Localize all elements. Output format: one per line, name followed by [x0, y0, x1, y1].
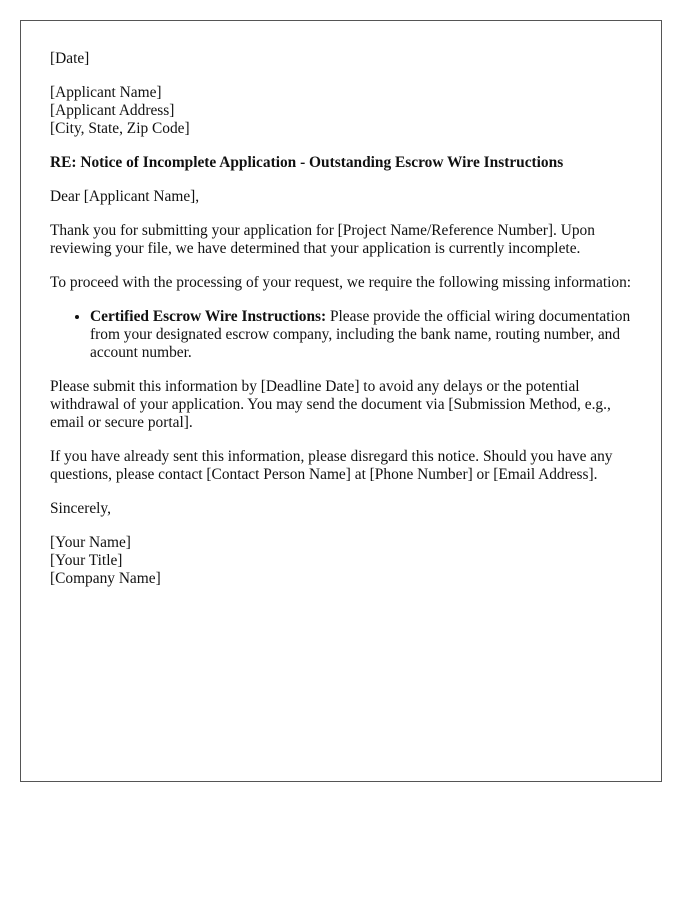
body-paragraph-2: To proceed with the processing of your request, we require the following missing information:: [50, 274, 632, 291]
recipient-address: [Applicant Address]: [50, 102, 175, 119]
missing-item-text: Please provide the official wiring documentation from your designated escrow company, including the bank name, routing number, and account number.: [90, 308, 631, 361]
signature-company: [Company Name]: [50, 570, 161, 587]
recipient-block: [50, 84, 640, 138]
subject-line: RE: Notice of Incomplete Application - Outstanding Escrow Wire Instructions: [50, 154, 564, 171]
signature-name: [Your Name]: [50, 534, 131, 551]
missing-item-title: Certified Escrow Wire Instructions:: [90, 308, 327, 325]
letter-content: [50, 50, 640, 604]
letter-date: [Date]: [50, 50, 90, 67]
recipient-name: [Applicant Name]: [50, 84, 162, 101]
missing-items-list: [50, 308, 640, 362]
body-paragraph-1: Thank you for submitting your application for [Project Name/Reference Number]. Upon reviewing your file, we have determined that your application is currently incomplete.: [50, 222, 595, 257]
salutation: Dear [Applicant Name],: [50, 188, 200, 205]
letter-page: [20, 20, 662, 782]
list-item: [90, 308, 640, 362]
closing: Sincerely,: [50, 500, 111, 517]
body-paragraph-4: If you have already sent this information, please disregard this notice. Should you have any questions, please contact [Contact Person Name] at [Phone Number] or [Email Address].: [50, 448, 613, 483]
signature-block: [50, 534, 640, 588]
signature-title: [Your Title]: [50, 552, 123, 569]
body-paragraph-3: Please submit this information by [Deadline Date] to avoid any delays or the potential withdrawal of your application. You may send the document via [Submission Method, e.g., email or secure portal].: [50, 378, 611, 431]
recipient-city-state-zip: [City, State, Zip Code]: [50, 120, 190, 137]
